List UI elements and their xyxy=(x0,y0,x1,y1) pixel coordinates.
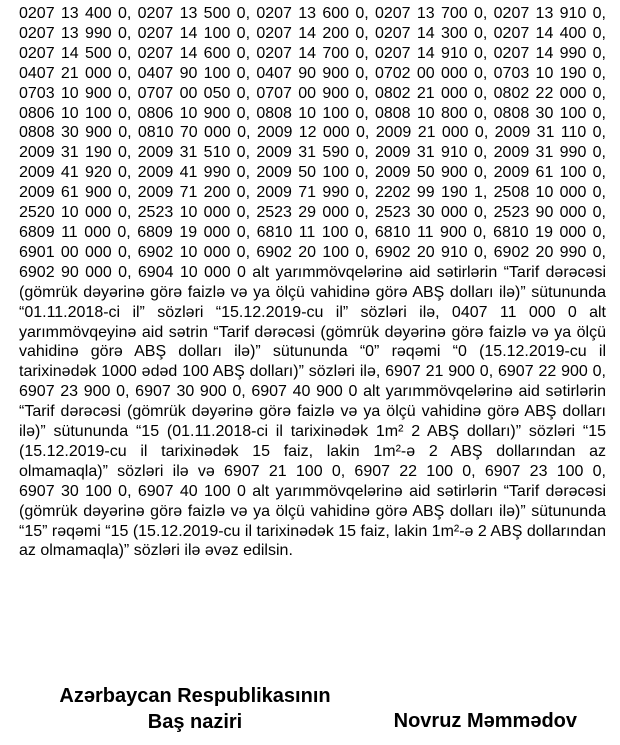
body-paragraph: 0207 13 400 0, 0207 13 500 0, 0207 13 600 0, 0207 13 700 0, 0207 13 910 0, 0207 13 990 0, 0207 14 100 0, 0207 14 200 0, 0207 14 300 0, 0207 14 400 0, 0207 14 500 0, 0207 14 600 0, 0207 14 700 0, 0207 14 910 0, 0207 14 990 0, 0407 21 000 0, 0407 90 100 0, 0407 90 900 0, 0702 00 000 0, 0703 10 190 0, 0703 10 900 0, 0707 00 050 0, 0707 00 900 0, 0802 21 000 0, 0802 22 000 0, 0806 10 100 0, 0806 10 900 0, 0808 10 100 0, 0808 10 800 0, 0808 30 100 0, 0808 30 900 0, 0810 70 000 0, 2009 12 000 0, 2009 21 000 0, 2009 31 110 0, 2009 31 190 0, 2009 31 510 0, 2009 31 590 0, 2009 31 910 0, 2009 31 990 0, 2009 41 920 0, 2009 41 990 0, 2009 50 100 0, 2009 50 900 0, 2009 61 100 0, 2009 61 900 0, 2009 71 200 0, 2009 71 990 0, 2202 99 190 1, 2508 10 000 0, 2520 10 000 0, 2523 10 000 0, 2523 29 000 0, 2523 30 000 0, 2523 90 000 0, 6809 11 000 0, 6809 19 000 0, 6810 11 100 0, 6810 11 900 0, 6810 19 000 0, 6901 00 000 0, 6902 10 000 0, 6902 20 100 0, 6902 20 910 0, 6902 20 990 0, 6902 90 000 0, 6904 10 000 0 alt yarımmövqelərinə aid sətirlərin “Tarif dərəcəsi (gömrük dəyərinə görə faizlə və ya ölçü vahidinə görə ABŞ dolları ilə)” sütununda “01.11.2018-ci il” sözləri “15.12.2019-cu il” sözləri ilə, 0407 11 000 0 alt yarımmövqeyinə aid sətrin “Tarif dərəcəsi (gömrük dəyərinə görə faizlə və ya ölçü vahidinə görə ABŞ dolları ilə)” sütununda “0” rəqəmi “0 (15.12.2019-cu il tarixinədək 1000 ədəd 100 ABŞ dolları)” sözləri ilə, 6907 21 900 0, 6907 22 900 0, 6907 23 900 0, 6907 30 900 0, 6907 40 900 0 alt yarımmövqelərinə aid sətirlərin “Tarif dərəcəsi (gömrük dəyərinə görə faizlə və ya ölçü vahidinə görə ABŞ dolları ilə)” sütununda “15 (01.11.2018-ci il tarixinədək 1m² 2 ABŞ dolları)” sözləri “15 (15.12.2019-cu il tarixinədək 15 faiz, lakin 1m²-ə 2 ABŞ dollarından az olmamaqla)” sözləri ilə və 6907 21 100 0, 6907 22 100 0, 6907 23 100 0, 6907 30 100 0, 6907 40 100 0 alt yarımmövqelərinə aid sətirlərin “Tarif dərəcəsi (gömrük dəyərinə görə faizlə və ya ölçü vahidinə görə ABŞ dolları ilə)” sütununda “15” rəqəmi “15 (15.12.2019-cu il tarixinədək 15 faiz, lakin 1m²-ə 2 ABŞ dollarından az olmamaqla)” sözləri ilə əvəz edilsin. xyxy=(19,5,606,560)
signatory-office-line1: Azərbaycan Respublikasının xyxy=(59,685,331,707)
signatory-office xyxy=(45,684,345,735)
signatory-name: Novruz Məmmədov xyxy=(393,710,577,732)
signatory-office-line2: Baş naziri xyxy=(147,710,243,733)
